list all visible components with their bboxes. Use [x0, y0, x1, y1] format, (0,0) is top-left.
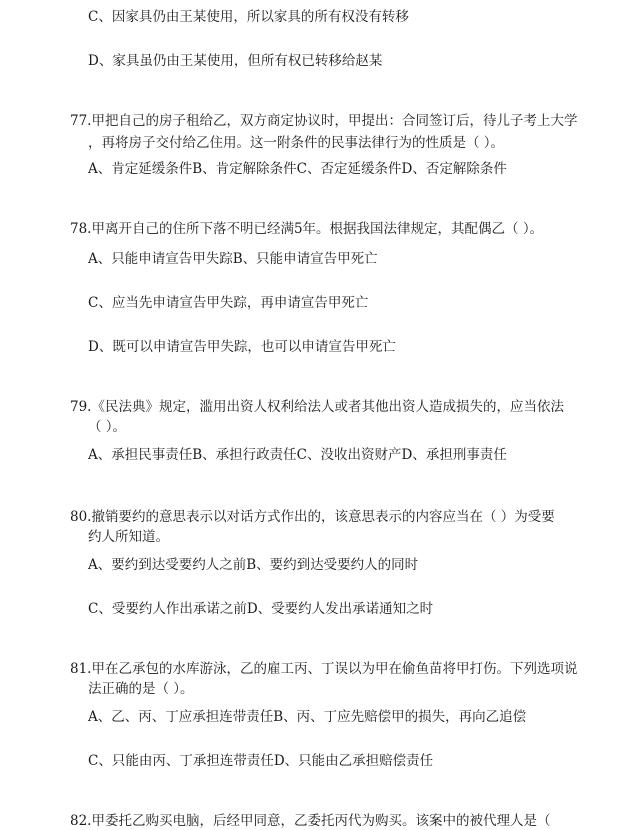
option-line: A、只能申请宣告甲失踪B、只能申请宣告甲死亡 — [88, 251, 378, 267]
option-line: C、受要约人作出承诺之前D、受要约人发出承诺通知之时 — [88, 601, 434, 617]
question-stem: 81.甲在乙承包的水库游泳，乙的雇工丙、丁误以为甲在偷鱼苗将甲打伤。下列选项说 — [70, 661, 578, 677]
question-stem-continuation: 法正确的是（ ）。 — [88, 681, 194, 697]
option-line: A、乙、丙、丁应承担连带责任B、丙、丁应先赔偿甲的损失，再向乙追偿 — [88, 709, 527, 725]
question-stem: 79.《民法典》规定，滥用出资人权利给法人或者其他出资人造成损失的，应当依法 — [70, 399, 564, 415]
question-stem: 80.撤销要约的意思表示以对话方式作出的，该意思表示的内容应当在（ ）为受要 — [70, 509, 555, 525]
question-stem-continuation: （ ）。 — [88, 419, 127, 435]
question-stem: 77.甲把自己的房子租给乙，双方商定协议时，甲提出：合同签订后，待儿子考上大学 — [70, 113, 578, 129]
option-line: C、应当先申请宣告甲失踪，再申请宣告甲死亡 — [88, 295, 369, 311]
question-stem: 78.甲离开自己的住所下落不明已经满5年。根据我国法律规定，其配偶乙（ ）。 — [70, 221, 544, 237]
option-line: D、既可以申请宣告甲失踪，也可以申请宣告甲死亡 — [88, 339, 396, 355]
option-line: C、只能由丙、丁承担连带责任D、只能由乙承担赔偿责任 — [88, 753, 434, 769]
option-line: C、因家具仍由王某使用，所以家具的所有权没有转移 — [88, 9, 409, 25]
option-line: A、承担民事责任B、承担行政责任C、没收出资财产D、承担刑事责任 — [88, 447, 507, 463]
option-line: A、肯定延缓条件B、肯定解除条件C、否定延缓条件D、否定解除条件 — [88, 161, 507, 177]
option-line: D、家具虽仍由王某使用，但所有权已转移给赵某 — [88, 53, 383, 69]
option-line: A、要约到达受要约人之前B、要约到达受要约人的同时 — [88, 557, 419, 573]
question-stem-continuation: 约人所知道。 — [88, 529, 169, 545]
question-stem-continuation: ，再将房子交付给乙住用。这一附条件的民事法律行为的性质是（ ）。 — [88, 135, 505, 151]
question-stem: 82.甲委托乙购买电脑，后经甲同意，乙委托丙代为购买。该案中的被代理人是（ — [70, 813, 551, 829]
